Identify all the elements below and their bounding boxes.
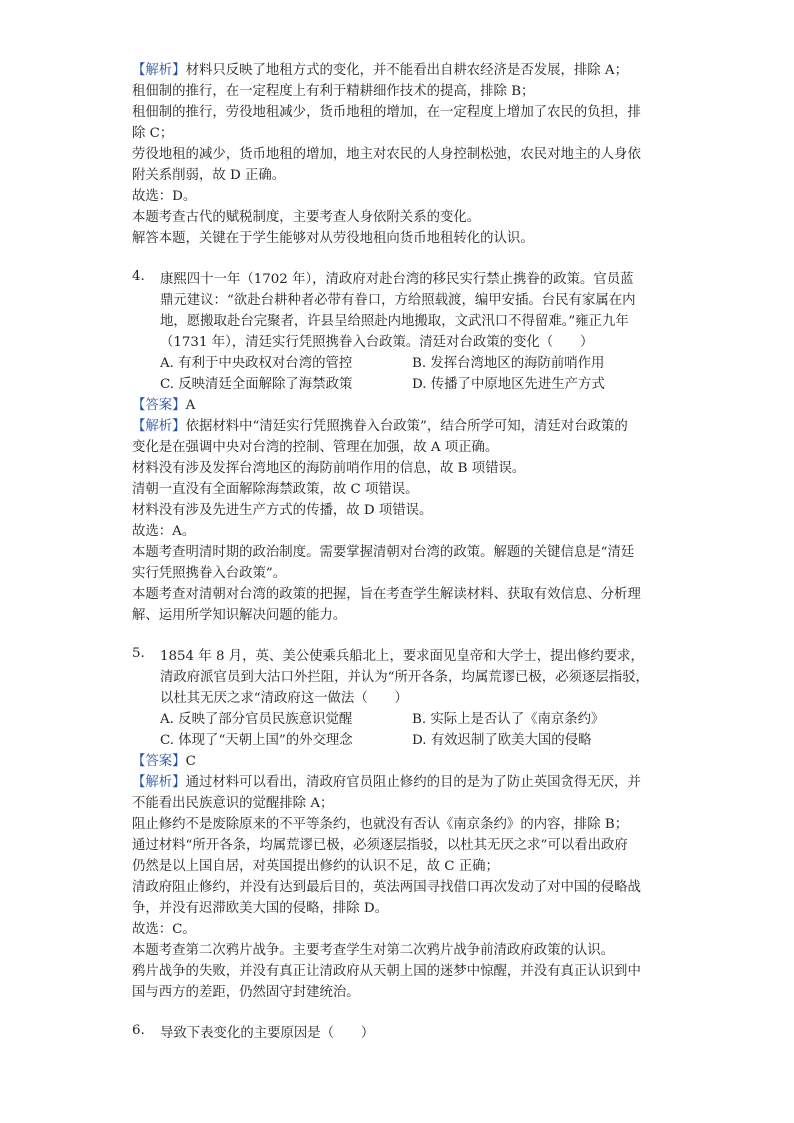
answer-tag: 【答案】 [132,398,186,413]
content [132,60,662,1044]
question-6: 6. 导致下表变化的主要原因是（ ） [132,1023,375,1041]
option-d: D. 传播了中原地区先进生产方式 [412,377,605,392]
question-number: 5. [132,646,145,661]
options-row [132,374,662,395]
options-row [132,730,662,751]
question-4: 4. 康熙四十一年（1702 年），清政府对赴台湾的移民实行禁止携眷的政策。官员蓝 鼎元建议：“欲赴台耕种者必带有眷口，方给照载渡，编甲安插。台民有家属在内 地，愿搬取赴台完聚者，许县呈给照赴内地搬取，文武汛口不得留难。”雍正九年 （1731 年），清廷实行凭照携眷入台政策。清廷对台政策的变化（ ） A. 有利于中央政权对台湾的管控 B. 发挥台湾地区的海防前哨作用 C. 反映清廷全面解除了海禁政策 D. 传播了中原地区先进生产方式 【答案】A 【解析】依据材料中“清廷实行凭照携眷入台政策”，结合所学可知，清廷对台政策的 变化是在强调中央对台湾的控制、管理在加强，故 A 项正确。 材料没有涉及发挥台湾地区的海防前哨作用的信息，故 B 项错误。 清朝一直没有全面解除海禁政策，故 C 项错误。 材料没有涉及先进生产方式的传播，故 D 项错误。 故选：A。 本题考查明清时期的政治制度。需要掌握清朝对台湾的政策。解题的关键信息是“清廷 实行凭照携眷入台政策”。 本题考查对清朝对台湾的政策的把握，旨在考查学生解读材料、获取有效信息、分析理 解、运用所学知识解决问题的能力。 [132,269,662,626]
question-number: 4. [132,269,145,284]
option-c: C. 反映清廷全面解除了海禁政策 [160,377,353,392]
q3-analysis: 【解析】材料只反映了地租方式的变化，并不能看出自耕农经济是否发展，排除 A； 租佃制的推行，在一定程度上有利于精耕细作技术的提高，排除 B； 租佃制的推行，劳役地租减少，货币地租的增加，在一定程度上增加了农民的负担，排 除 C； 劳役地租的减少，货币地租的增加，地主对农民的人身控制松弛，农民对地主的人身依 附关系削弱，故 D 正确。 故选：D。 本题考查古代的赋税制度，主要考查人身依附关系的变化。 解答本题，关键在于学生能够对从劳役地租向货币地租转化的认识。 [132,63,641,246]
answer-tag: 【答案】 [132,754,186,769]
option-a: A. 有利于中央政权对台湾的管控 [160,356,353,371]
answer-line: 【答案】C [132,754,196,769]
analysis-tag: 【解析】 [132,63,186,78]
option-b: B. 发挥台湾地区的海防前哨作用 [412,356,605,371]
analysis-tag: 【解析】 [132,419,186,434]
question-5: 5. 1854 年 8 月，英、美公使乘兵船北上，要求面见皇帝和大学士，提出修约要求， 清政府派官员到大沽口外拦阻，并认为“所开各条，均属荒谬已极，必须逐层指驳， 以杜其无厌之求“清政府这一做法（ ） A. 反映了部分官员民族意识觉醒 B. 实际上是否认了《南京条约》 C. 体现了“天朝上国”的外交理念 D. 有效迟制了欧美大国的侵略 【答案】C 【解析】通过材料可以看出，清政府官员阻止修约的目的是为了防止英国贪得无厌，并 不能看出民族意识的觉醒排除 A； 阻止修约不是废除原来的不平等条约，也就没有否认《南京条约》的内容，排除 B； 通过材料“所开各条，均属荒谬已极，必须逐层指驳，以杜其无厌之求”可以看出政府 仍然是以上国自居，对英国提出修约的认识不足，故 C 正确； 清政府阻止修约，并没有达到最后目的，英法两国寻找借口再次发动了对中国的侵略战 争，并没有迟滞欧美大国的侵略，排除 D。 故选：C。 本题考查第二次鸦片战争。主要考查学生对第二次鸦片战争前清政府政策的认识。 鸦片战争的失败，并没有真正让清政府从天朝上国的迷梦中惊醒，并没有真正认识到中 国与西方的差距，仍然固守封建统治。 [132,646,662,1003]
option-d: D. 有效迟制了欧美大国的侵略 [412,733,592,748]
option-b: B. 实际上是否认了《南京条约》 [412,712,605,727]
answer-line: 【答案】A [132,398,196,413]
question-number: 6. [132,1023,145,1038]
option-c: C. 体现了“天朝上国”的外交理念 [160,733,353,748]
analysis-tag: 【解析】 [132,775,186,790]
option-a: A. 反映了部分官员民族意识觉醒 [160,712,353,727]
options-row [132,353,662,374]
options-row [132,709,662,730]
